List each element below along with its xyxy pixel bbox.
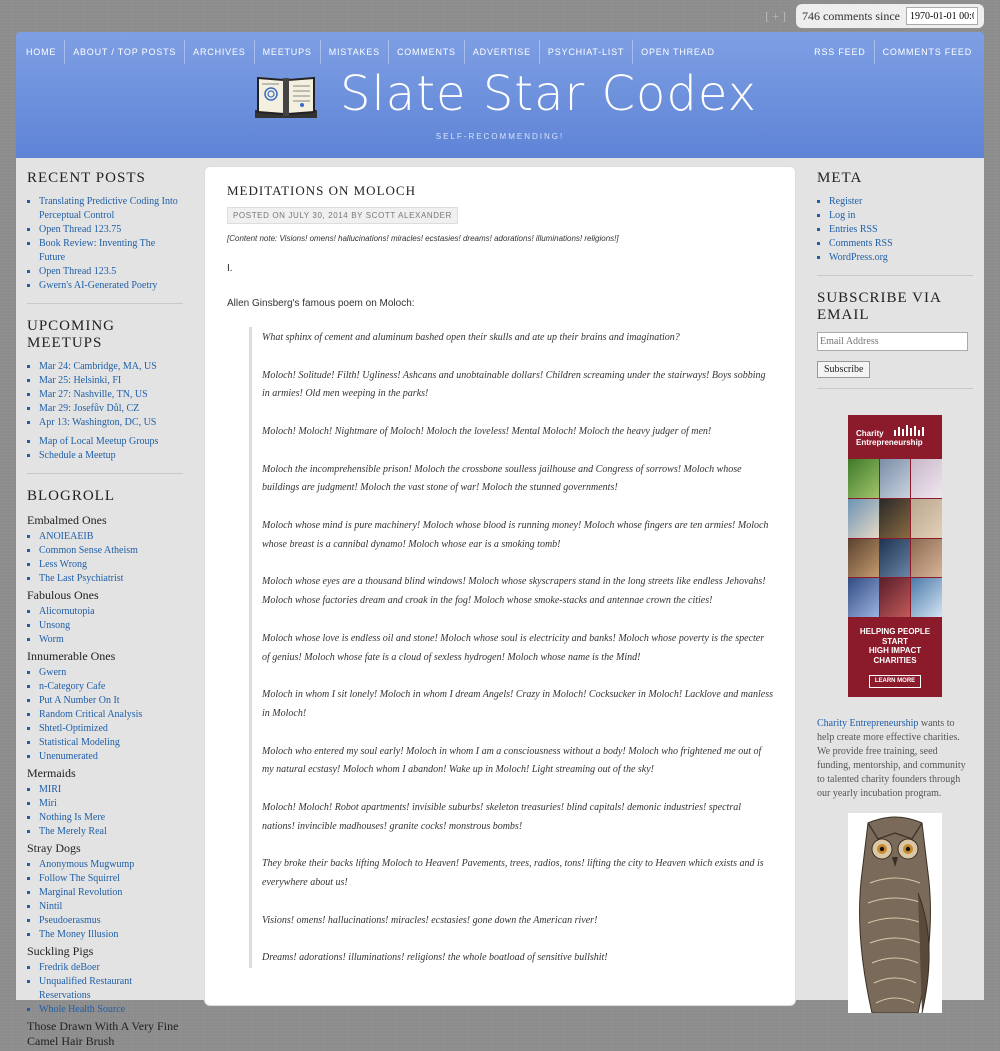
nav-item-home[interactable]: HOME <box>18 40 65 64</box>
list-item <box>39 722 183 736</box>
list-item <box>39 633 183 647</box>
list-item <box>39 783 183 797</box>
poem-paragraph: They broke their backs lifting Moloch to Heaven! Pavements, trees, radios, tons! lifting the city to Heaven which exists and is everywhere about us! <box>262 858 764 889</box>
list-item <box>39 374 183 388</box>
ad-photo <box>880 539 911 578</box>
ad-description-text: wants to help create more effective charities. We provide free training, seed funding, mentorship, and community to talented charity founders through our yearly incubation program. <box>817 718 966 799</box>
list-item <box>39 825 183 839</box>
meetup-link[interactable]: Apr 13: Washington, DC, US <box>39 417 157 428</box>
recent-post-link[interactable]: Open Thread 123.5 <box>39 266 117 277</box>
blogroll-link[interactable]: The Money Illusion <box>39 929 119 940</box>
blogroll-link[interactable]: Fredrik deBoer <box>39 962 100 973</box>
learn-more-button[interactable]: LEARN MORE <box>869 675 921 688</box>
blogroll-list <box>27 605 183 647</box>
nav-item-mistakes[interactable]: MISTAKES <box>321 40 389 64</box>
list-item <box>39 279 183 293</box>
list-item <box>829 251 973 265</box>
list-item <box>39 666 183 680</box>
poem-paragraph: What sphinx of cement and aluminum bashed open their skulls and ate up their brains and imagination? <box>262 332 680 343</box>
poem-paragraph: Visions! omens! hallucinations! miracles! ecstasies! gone down the American river! <box>262 914 598 926</box>
site-title[interactable]: Slate Star Codex <box>340 66 757 122</box>
blogroll-group-heading: Stray Dogs <box>27 841 81 855</box>
poem-paragraph: Moloch who entered my soul early! Moloch in whom I am a consciousness without a body! Moloch who frightened me out of my natural ecstasy! Moloch whom I abandon! Wake up in Moloch! Light streaming out of the sky! <box>262 745 762 776</box>
blogroll-link[interactable]: Statistical Modeling <box>39 737 120 748</box>
page-body <box>16 158 984 1048</box>
list-item <box>39 572 183 586</box>
list-item <box>39 928 183 942</box>
nav-item-comments[interactable]: COMMENTS <box>389 40 465 64</box>
right-sidebar <box>817 166 973 1018</box>
list-item <box>39 961 183 975</box>
list-item <box>39 530 183 544</box>
intro-paragraph: Allen Ginsberg's famous poem on Moloch: <box>227 298 415 309</box>
blogroll-link[interactable]: n-Category Cafe <box>39 681 106 692</box>
list-item <box>39 708 183 722</box>
ad-brand <box>856 429 938 447</box>
ad-photo <box>880 578 911 617</box>
blogroll-link[interactable]: Common Sense Atheism <box>39 545 138 556</box>
recent-post-link[interactable]: Translating Predictive Coding Into Perceptual Control <box>39 196 178 221</box>
poem-paragraph: Moloch in whom I sit lonely! Moloch in whom I dream Angels! Crazy in Moloch! Cocksucker in Moloch! Lacklove and manless in Moloch! <box>262 689 774 719</box>
list-item <box>39 360 183 374</box>
subscribe-title: SUBSCRIBE VIA EMAIL <box>817 290 942 323</box>
blogroll-link[interactable]: Alicornutopia <box>39 606 95 617</box>
blogroll-link[interactable]: Follow The Squirrel <box>39 873 120 884</box>
post-meta <box>227 207 458 224</box>
poem-paragraph: Moloch! Moloch! Nightmare of Moloch! Moloch the loveless! Mental Moloch! Moloch the heavy judger of men! <box>262 425 712 437</box>
blogroll-link[interactable]: Unqualified Restaurant Reservations <box>39 976 133 1001</box>
blogroll-widget <box>27 488 183 1049</box>
list-item <box>829 223 973 237</box>
meta-prefix: POSTED ON <box>233 211 286 220</box>
blogroll-link[interactable]: Put A Number On It <box>39 695 120 706</box>
content-note: [Content note: Visions! omens! hallucinations! miracles! ecstasies! dreams! adorations! illuminations! religions!] <box>227 234 619 243</box>
blogroll-groups <box>27 513 183 1049</box>
recent-posts-widget <box>27 170 183 304</box>
blogroll-list <box>27 961 183 1017</box>
comments-since-box <box>796 4 984 28</box>
list-item <box>39 914 183 928</box>
subscribe-button[interactable]: Subscribe <box>817 361 870 378</box>
blogroll-link[interactable]: Gwern <box>39 667 67 678</box>
post-title[interactable]: MEDITATIONS ON MOLOCH <box>227 183 416 198</box>
blogroll-link[interactable]: Unenumerated <box>39 751 98 762</box>
comments-toggle-button[interactable]: [ + ] <box>765 8 787 23</box>
list-item <box>39 223 183 237</box>
meetup-link[interactable]: Mar 25: Helsinki, FI <box>39 375 122 386</box>
blogroll-list <box>27 666 183 764</box>
poem-paragraph: Moloch whose mind is pure machinery! Moloch whose blood is running money! Moloch whose fingers are ten armies! Moloch whose breast is a cannibal dynamo! Moloch whose ear is a smoking tomb! <box>262 519 769 550</box>
blogroll-link[interactable]: Unsong <box>39 620 71 631</box>
blogroll-link[interactable]: Whole Health Source <box>39 1004 126 1015</box>
meetups-widget <box>27 318 183 474</box>
divider <box>27 473 183 474</box>
blogroll-link[interactable]: Less Wrong <box>39 559 88 570</box>
post-content <box>204 166 796 1006</box>
recent-post-link[interactable]: Gwern's AI-Generated Poetry <box>39 280 158 291</box>
list-item <box>39 265 183 279</box>
meta-link[interactable]: Entries RSS <box>829 224 878 235</box>
poem-paragraph: Moloch! Moloch! Robot apartments! invisible suburbs! skeleton treasuries! blind capitals! demonic industries! spectral nations! invincible madhouses! granite cocks! monstrous bombs! <box>262 801 742 832</box>
nav-item-meetups[interactable]: MEETUPS <box>255 40 321 64</box>
comments-bar <box>765 4 984 28</box>
poem-paragraph: Moloch whose eyes are a thousand blind windows! Moloch whose skyscrapers stand in the long streets like endless Jehovahs! Moloch whose factories dream and croak in the fog! Moloch whose smoke-stacks and antennae crown the cities! <box>262 576 766 607</box>
main-nav <box>18 40 980 64</box>
ad-brand-line1: Charity <box>856 429 884 438</box>
poem-paragraph: Moloch! Solitude! Filth! Ugliness! Ashcans and unobtainable dollars! Children screaming under the stairways! Boys sobbing in armies! Old men weeping in the parks! <box>262 369 766 400</box>
ad-photo <box>848 578 879 617</box>
list-item <box>39 544 183 558</box>
meta-link[interactable]: Log in <box>829 210 856 221</box>
blogroll-link[interactable]: Random Critical Analysis <box>39 709 143 720</box>
comments-count-label: 746 comments since <box>802 8 900 23</box>
divider <box>27 303 183 304</box>
ad-photo <box>911 499 942 538</box>
meta-by: BY <box>351 211 363 220</box>
recent-post-link[interactable]: Open Thread 123.75 <box>39 224 122 235</box>
list-item <box>39 736 183 750</box>
blogroll-link[interactable]: The Last Psychiatrist <box>39 573 124 584</box>
ad-photo-grid <box>848 459 942 617</box>
ad-photo <box>911 459 942 498</box>
meetup-link[interactable]: Mar 29: Josefův Důl, CZ <box>39 403 140 414</box>
ad-brand-line2: Entrepreneurship <box>856 438 923 447</box>
blogroll-group-heading: Suckling Pigs <box>27 944 94 958</box>
list-item <box>39 435 183 449</box>
nav-right <box>806 40 980 64</box>
nav-left <box>18 40 723 64</box>
blogroll-link[interactable]: Miri <box>39 798 57 809</box>
list-item <box>39 886 183 900</box>
list-item <box>39 449 183 463</box>
list-item <box>39 975 183 1003</box>
ad-headline <box>848 627 942 665</box>
list-item <box>39 195 183 223</box>
ad-photo <box>848 539 879 578</box>
meetup-page-link[interactable]: Schedule a Meetup <box>39 450 116 461</box>
nav-item-advertise[interactable]: ADVERTISE <box>465 40 540 64</box>
nav-item-rss-feed[interactable]: RSS FEED <box>806 40 874 64</box>
blogroll-group-heading: Innumerable Ones <box>27 649 116 663</box>
left-sidebar <box>27 166 183 1051</box>
ad-headline-line: CHARITIES <box>873 655 917 665</box>
blogroll-list <box>27 858 183 942</box>
list-item <box>39 680 183 694</box>
meetup-page-link[interactable]: Map of Local Meetup Groups <box>39 436 159 447</box>
meetups-links <box>27 435 183 463</box>
blogroll-link[interactable]: ANOIEAEIB <box>39 531 94 542</box>
ad-headline-line: START <box>881 636 909 646</box>
blogroll-link[interactable]: The Merely Real <box>39 826 107 837</box>
site-tagline: SELF-RECOMMENDING! <box>435 132 565 141</box>
owl-ad-icon[interactable] <box>848 813 942 1013</box>
comments-since-input[interactable] <box>906 7 978 25</box>
poem-paragraph: Moloch whose love is endless oil and stone! Moloch whose soul is electricity and banks! Moloch whose poverty is the specter of genius! Moloch whose fate is a cloud of sexless hydrogen! Moloch whose name is the Mind! <box>262 632 765 663</box>
blogroll-group-heading: Fabulous Ones <box>27 588 99 602</box>
poem-blockquote <box>249 327 773 968</box>
list-item <box>39 237 183 265</box>
ad-headline-line: HIGH IMPACT <box>868 646 922 655</box>
list-item <box>39 858 183 872</box>
list-item <box>39 811 183 825</box>
blogroll-list <box>27 530 183 586</box>
blogroll-group-heading: Mermaids <box>27 766 76 780</box>
blogroll-title: BLOGROLL <box>27 488 115 504</box>
subscribe-widget <box>817 290 973 389</box>
meta-link[interactable]: Comments RSS <box>829 238 893 249</box>
list-item <box>39 605 183 619</box>
site-header <box>16 32 984 158</box>
nav-item-about-top-posts[interactable]: ABOUT / TOP POSTS <box>65 40 185 64</box>
list-item <box>39 402 183 416</box>
blogroll-link[interactable]: MIRI <box>39 784 62 795</box>
meetups-title: UPCOMING MEETUPS <box>27 318 116 351</box>
blogroll-link[interactable]: Nothing Is Mere <box>39 812 106 823</box>
blogroll-link[interactable]: Shtetl-Optimized <box>39 723 108 734</box>
blogroll-link[interactable]: Anonymous Mugwump <box>39 859 135 870</box>
ad-photo <box>848 499 879 538</box>
blogroll-link[interactable]: Marginal Revolution <box>39 887 123 898</box>
nav-item-archives[interactable]: ARCHIVES <box>185 40 254 64</box>
section-heading: I. <box>227 263 233 274</box>
meta-title: META <box>817 170 863 186</box>
list-item <box>829 237 973 251</box>
meetups-list <box>27 360 183 430</box>
blogroll-group-heading: Embalmed Ones <box>27 513 107 527</box>
charity-ad-banner[interactable] <box>848 415 942 697</box>
recent-posts-title: RECENT POSTS <box>27 170 146 186</box>
divider <box>817 275 973 276</box>
list-item <box>39 872 183 886</box>
ad-photo <box>911 578 942 617</box>
email-field[interactable] <box>817 332 968 351</box>
ad-description <box>817 717 973 801</box>
meta-link[interactable]: Register <box>829 196 863 207</box>
poem-paragraph: Moloch the incomprehensible prison! Moloch the crossbone soulless jailhouse and Congress of sorrows! Moloch whose buildings are judgment! Moloch the vast stone of war! Moloch the stunned governments! <box>262 463 742 494</box>
list-item <box>39 750 183 764</box>
nav-item-psychiat-list[interactable]: PSYCHIAT-LIST <box>540 40 633 64</box>
divider <box>817 388 973 389</box>
recent-posts-list <box>27 195 183 293</box>
blogroll-link[interactable]: Worm <box>39 634 64 645</box>
list-item <box>39 619 183 633</box>
blogroll-link[interactable]: Nintil <box>39 901 63 912</box>
list-item <box>39 416 183 430</box>
list-item <box>39 558 183 572</box>
list-item <box>39 900 183 914</box>
author-link[interactable]: SCOTT ALEXANDER <box>365 211 452 220</box>
meta-list <box>817 195 973 265</box>
list-item <box>829 209 973 223</box>
nav-item-comments-feed[interactable]: COMMENTS FEED <box>882 47 972 57</box>
list-item <box>39 1003 183 1017</box>
list-item <box>829 195 973 209</box>
list-item <box>39 694 183 708</box>
charity-entrepreneurship-link[interactable]: Charity Entrepreneurship <box>817 718 919 729</box>
nav-item-open-thread[interactable]: OPEN THREAD <box>641 47 715 57</box>
ad-headline-line: HELPING PEOPLE <box>859 627 931 636</box>
blogroll-link[interactable]: Pseudoerasmus <box>39 915 101 926</box>
blogroll-group-heading: Those Drawn With A Very Fine Camel Hair Brush <box>27 1019 179 1048</box>
ad-photo <box>880 459 911 498</box>
recent-post-link[interactable]: Book Review: Inventing The Future <box>39 238 156 263</box>
book-logo-icon[interactable] <box>254 72 318 120</box>
post-date-link[interactable]: JULY 30, 2014 <box>288 211 349 220</box>
meta-widget <box>817 170 973 276</box>
meetup-link[interactable]: Mar 27: Nashville, TN, US <box>39 389 148 400</box>
meetup-link[interactable]: Mar 24: Cambridge, MA, US <box>39 361 157 372</box>
blogroll-list <box>27 783 183 839</box>
ad-photo <box>848 459 879 498</box>
poem-paragraph: Dreams! adorations! illuminations! religions! the whole boatload of sensitive bullshit! <box>262 952 608 964</box>
ad-photo <box>880 499 911 538</box>
meta-link[interactable]: WordPress.org <box>829 252 888 263</box>
list-item <box>39 388 183 402</box>
ad-photo <box>911 539 942 578</box>
list-item <box>39 797 183 811</box>
